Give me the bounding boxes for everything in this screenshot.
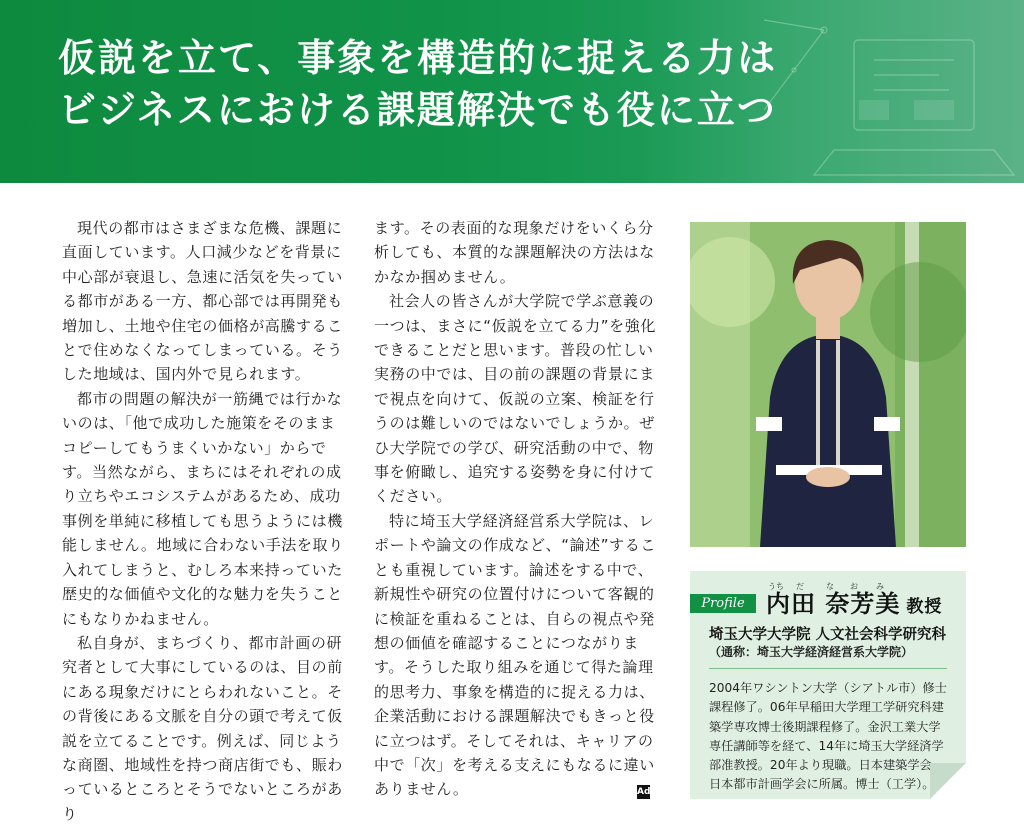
header-banner	[0, 0, 1024, 183]
name-ruby: お	[850, 582, 858, 591]
name-ruby: だ	[796, 582, 804, 591]
page-fold-corner	[930, 763, 966, 799]
person-name	[766, 589, 942, 622]
name-text: 内田 奈芳美	[766, 589, 901, 618]
paragraph: 社会人の皆さんが大学院で学ぶ意義の一つは、まさに“仮説を立てる力”を強化できることだと思います。普段の忙しい実務の中では、目の前の課題の背景にまで視点を向けて、仮説の立案、検証を行うのは難しいのではないでしょうか。ぜひ大学院での学び、研究活動の中で、物事を俯瞰し、追究する姿勢を身に付けてください。	[374, 292, 656, 506]
name-ruby: な	[826, 582, 834, 591]
paragraph: 特に埼玉大学経済経営系大学院は、レポートや論文の作成など、“論述”することも重視しています。論述をする中で、新規性や研究の位置付けについて客観的に検証を重ねることは、自らの視点や発想の価値を確認することにつながります。そうした取り組みを通じて得た論理的思考力、事象を構造的に捉える力は、企業活動における課題解決でもきっと役に立つはず。そしてそれは、キャリアの中で「次」を考える支えにもなるに違いありません。	[374, 511, 656, 799]
headline-line-2: ビジネスにおける課題解決でも役に立つ	[58, 87, 777, 132]
divider	[709, 668, 947, 669]
affiliation: 埼玉大学大学院 人文社会科学研究科	[709, 626, 947, 643]
portrait-illustration	[690, 222, 966, 547]
name-ruby: み	[876, 582, 884, 591]
headline-line-1: 仮説を立て、事象を構造的に捉える力は	[58, 35, 778, 80]
paragraph: 現代の都市はさまざまな危機、課題に直面しています。人口減少などを背景に中心部が衰退し、急速に活気を失っている都市がある一方、都心部では再開発も増加し、土地や住宅の価格が高騰することで住めなくなってしまっている。そうした地域は、国内外で見られます。	[62, 219, 343, 384]
profile-tag: Profile	[690, 594, 756, 613]
person-title: 教授	[906, 597, 943, 617]
paragraph: 都市の問題の解決が一筋縄では行かないのは、「他で成功した施策をそのままコピーしてもうまくいかない」からです。当然ながら、まちにはそれぞれの成り立ちやエコシステムがあるため、成功事例を単純に移植しても思うようには機能しません。地域に合わない手法を取り入れてしまうと、むしろ本来持っていた歴史的な価値や文化的な魅力を失うことにもなりかねません。	[62, 389, 344, 628]
biography: 2004年ワシントン大学（シアトル市）修士課程修了。06年早稲田大学理工学研究科建築学専攻博士後期課程修了。金沢工業大学専任講師等を経て、14年に埼玉大学経済学部准教授。20年より現職。日本建築学会、日本都市計画学会に所属。博士（工学）。	[709, 681, 947, 792]
page-title	[58, 32, 878, 136]
paragraph: ます。その表面的な現象だけをいくら分析しても、本質的な課題解決の方法はなかなか掴めません。	[374, 219, 655, 286]
profile-card	[690, 571, 966, 799]
paragraph: 私自身が、まちづくり、都市計画の研究者として大事にしているのは、目の前にある現象だけにとらわれないこと。その背後にある文脈を自分の頭で考えて仮説を立てることです。例えば、同じような商圏、地域性を持つ商店街でも、賑わっているところとそうでないところがあり	[62, 633, 343, 823]
portrait-photo	[690, 222, 966, 547]
ad-mark-icon: Ad	[637, 787, 651, 797]
name-ruby: うち	[768, 582, 784, 591]
affiliation-note: （通称：埼玉大学経済経営系大学院）	[709, 645, 914, 659]
article-column-2	[374, 216, 657, 802]
article-column-1	[62, 216, 345, 826]
